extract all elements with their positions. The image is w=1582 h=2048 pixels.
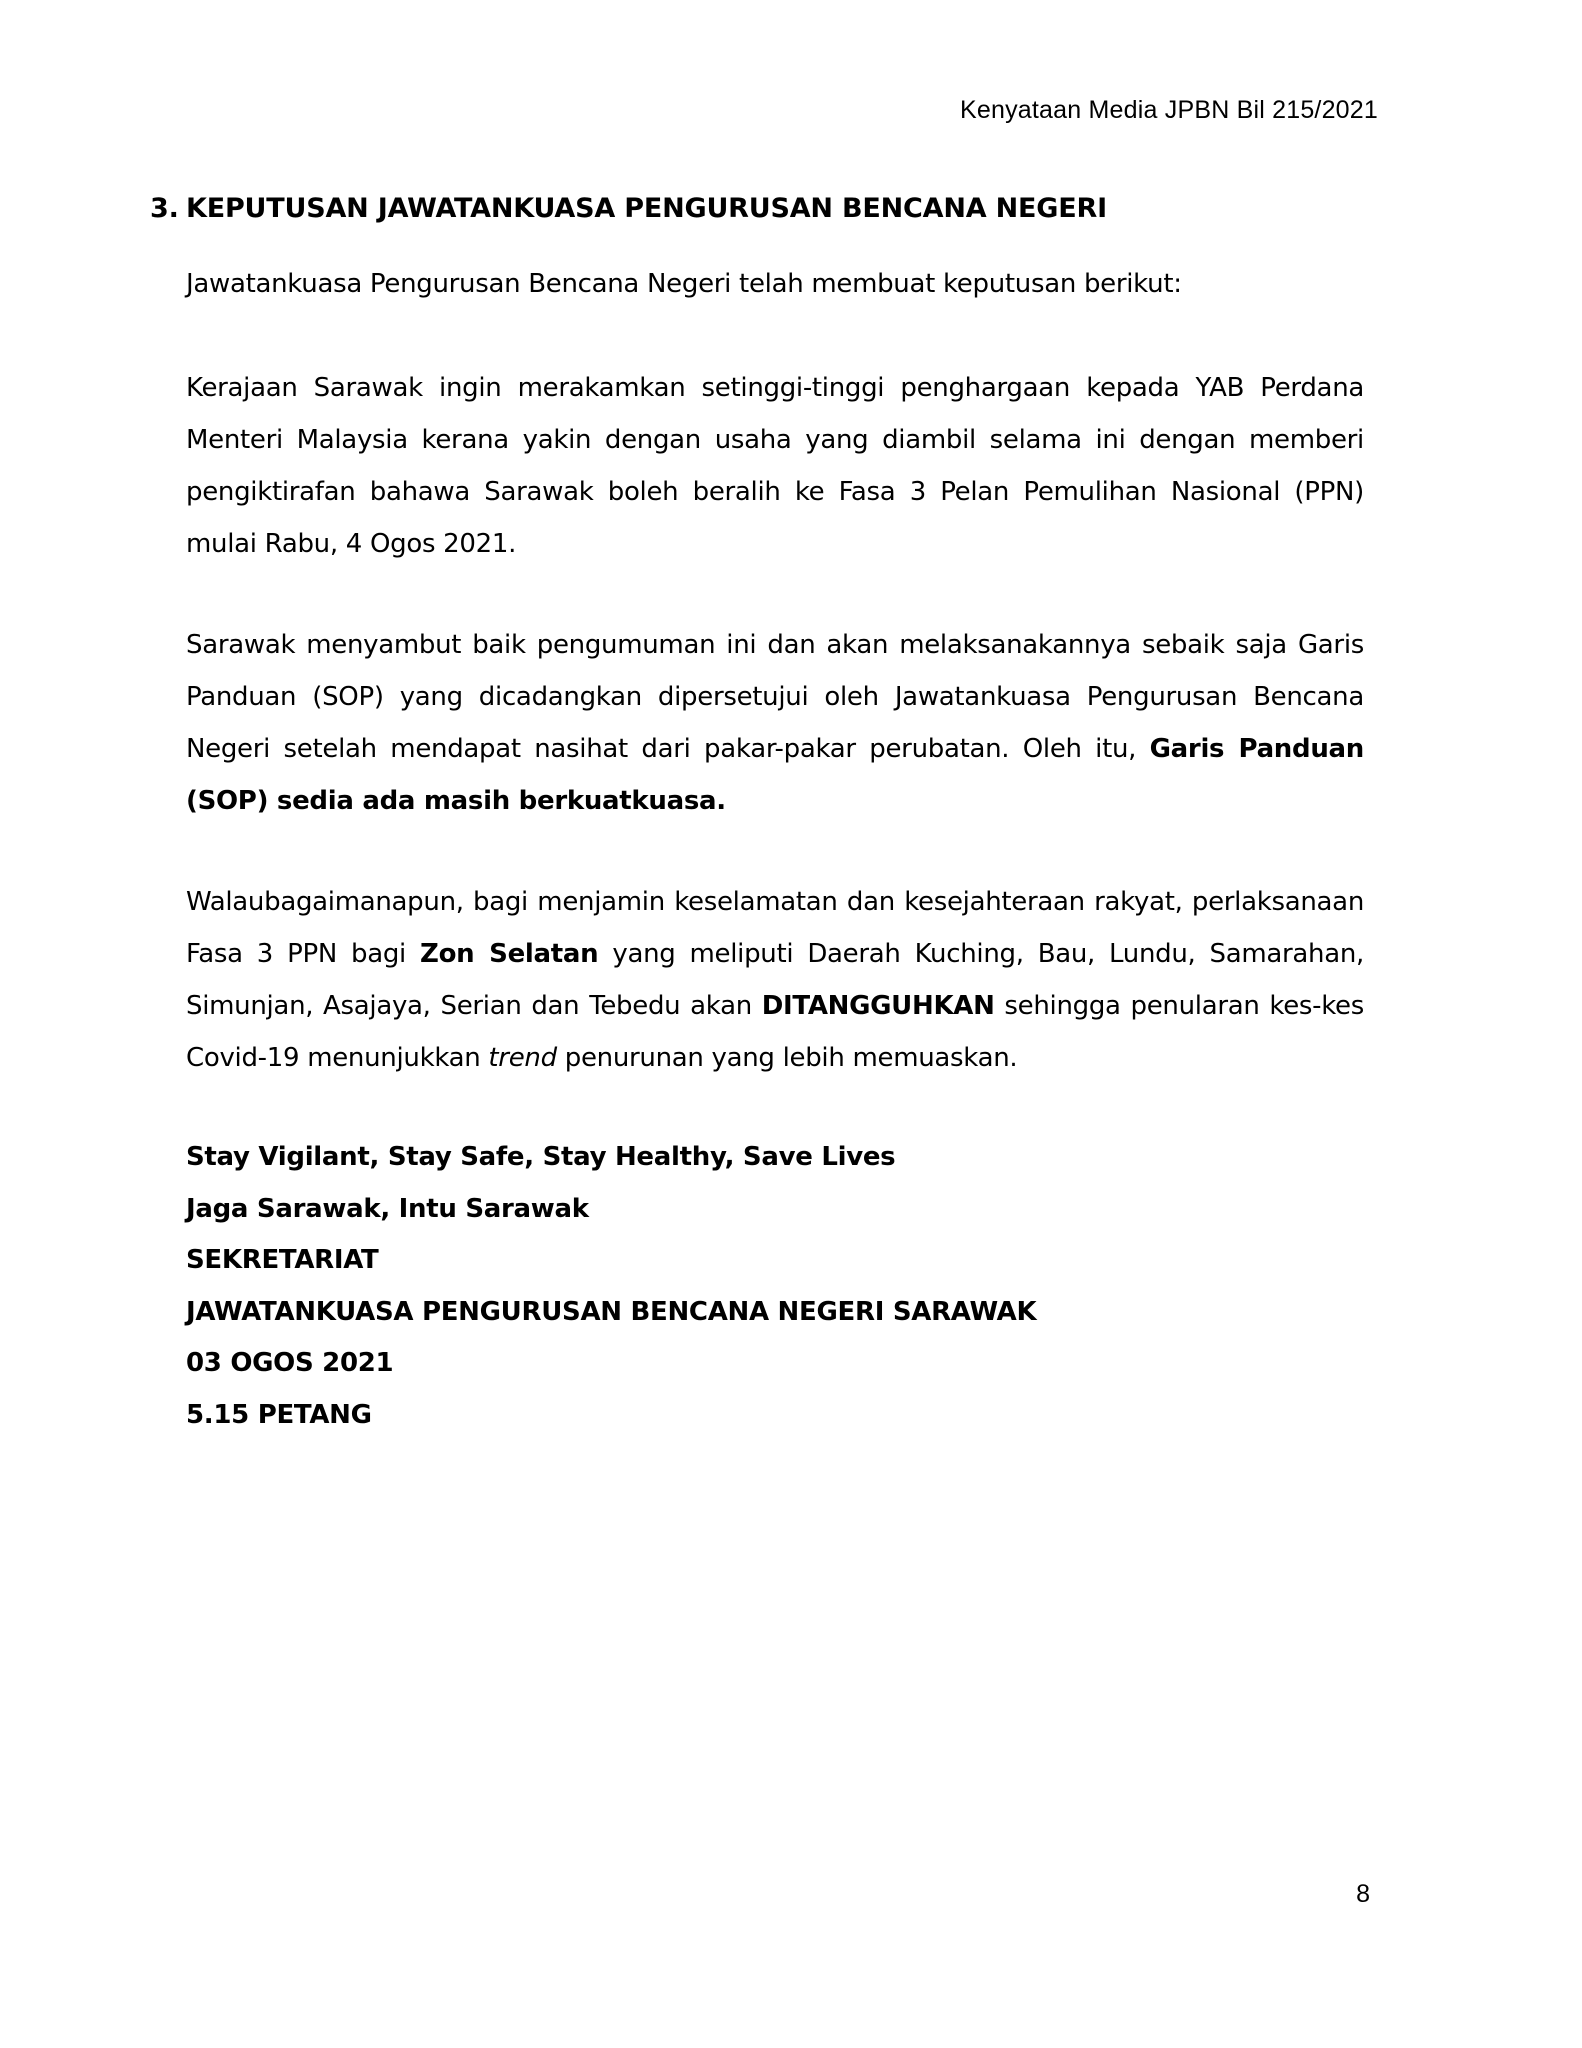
closing-slogan-local: Jaga Sarawak, Intu Sarawak bbox=[186, 1193, 589, 1224]
intro-paragraph bbox=[186, 258, 1364, 310]
paragraph-postponement-text-c: sehingga penularan kes-kes Covid-19 menunjukkan bbox=[186, 991, 1364, 1073]
closing-office: SEKRETARIAT bbox=[186, 1245, 379, 1275]
paragraph-sop-text-a: Sarawak menyambut baik pengumuman ini dan akan melaksanakannya sebaik saja Garis Panduan (SOP) yang dicadangkan dipersetujui oleh Jawatankuasa Pengurusan Bencana Negeri setelah mendapat nasihat dari pakar-pakar perubatan. Oleh itu, bbox=[186, 630, 1364, 764]
section-number: 3. bbox=[150, 193, 179, 224]
media-statement-reference: Kenyataan Media JPBN Bil 215/2021 bbox=[960, 96, 1378, 124]
paragraph-sop-text bbox=[186, 619, 1364, 827]
paragraph-postponement-text-b: yang meliputi Daerah Kuching, Bau, Lundu, Samarahan, Simunjan, Asajaya, Serian dan Tebedu akan bbox=[186, 939, 1364, 1021]
closing-block bbox=[186, 1132, 1364, 1441]
paragraph-postponement-text-d: penurunan yang lebih memuaskan. bbox=[556, 1043, 1018, 1073]
paragraph-sop bbox=[186, 619, 1364, 827]
southern-zone-label: Zon Selatan bbox=[420, 939, 599, 969]
paragraph-postponement bbox=[186, 876, 1364, 1084]
closing-time: 5.15 PETANG bbox=[186, 1399, 372, 1430]
paragraph-postponement-text-a: Walaubagaimanapun, bagi menjamin keselamatan dan kesejahteraan rakyat, perlaksanaan Fasa 3 PPN bagi bbox=[186, 887, 1364, 969]
paragraph-appreciation bbox=[186, 362, 1364, 570]
closing-date: 03 OGOS 2021 bbox=[186, 1348, 394, 1378]
closing-committee: JAWATANKUASA PENGURUSAN BENCANA NEGERI SARAWAK bbox=[186, 1296, 1037, 1327]
trend-word: trend bbox=[488, 1043, 557, 1073]
paragraph-appreciation-text: Kerajaan Sarawak ingin merakamkan setinggi-tinggi penghargaan kepada YAB Perdana Menteri Malaysia kerana yakin dengan usaha yang diambil selama ini dengan memberi pengiktirafan bahawa Sarawak boleh beralih ke Fasa 3 Pelan Pemulihan Nasional (PPN) mulai Rabu, 4 Ogos 2021. bbox=[186, 373, 1364, 559]
page-number: 8 bbox=[1356, 1880, 1370, 1908]
intro-text: Jawatankuasa Pengurusan Bencana Negeri telah membuat keputusan berikut: bbox=[186, 269, 1182, 299]
closing-slogan-english: Stay Vigilant, Stay Safe, Stay Healthy, Save Lives bbox=[186, 1142, 896, 1172]
section-title: KEPUTUSAN JAWATANKUASA PENGURUSAN BENCANA NEGERI bbox=[186, 193, 1107, 224]
section-heading bbox=[150, 193, 1380, 224]
paragraph-postponement-text bbox=[186, 876, 1364, 1084]
postponed-label: DITANGGUHKAN bbox=[761, 991, 995, 1021]
paragraph-sop-bold: Garis Panduan (SOP) sedia ada masih berkuatkuasa. bbox=[186, 734, 1364, 816]
